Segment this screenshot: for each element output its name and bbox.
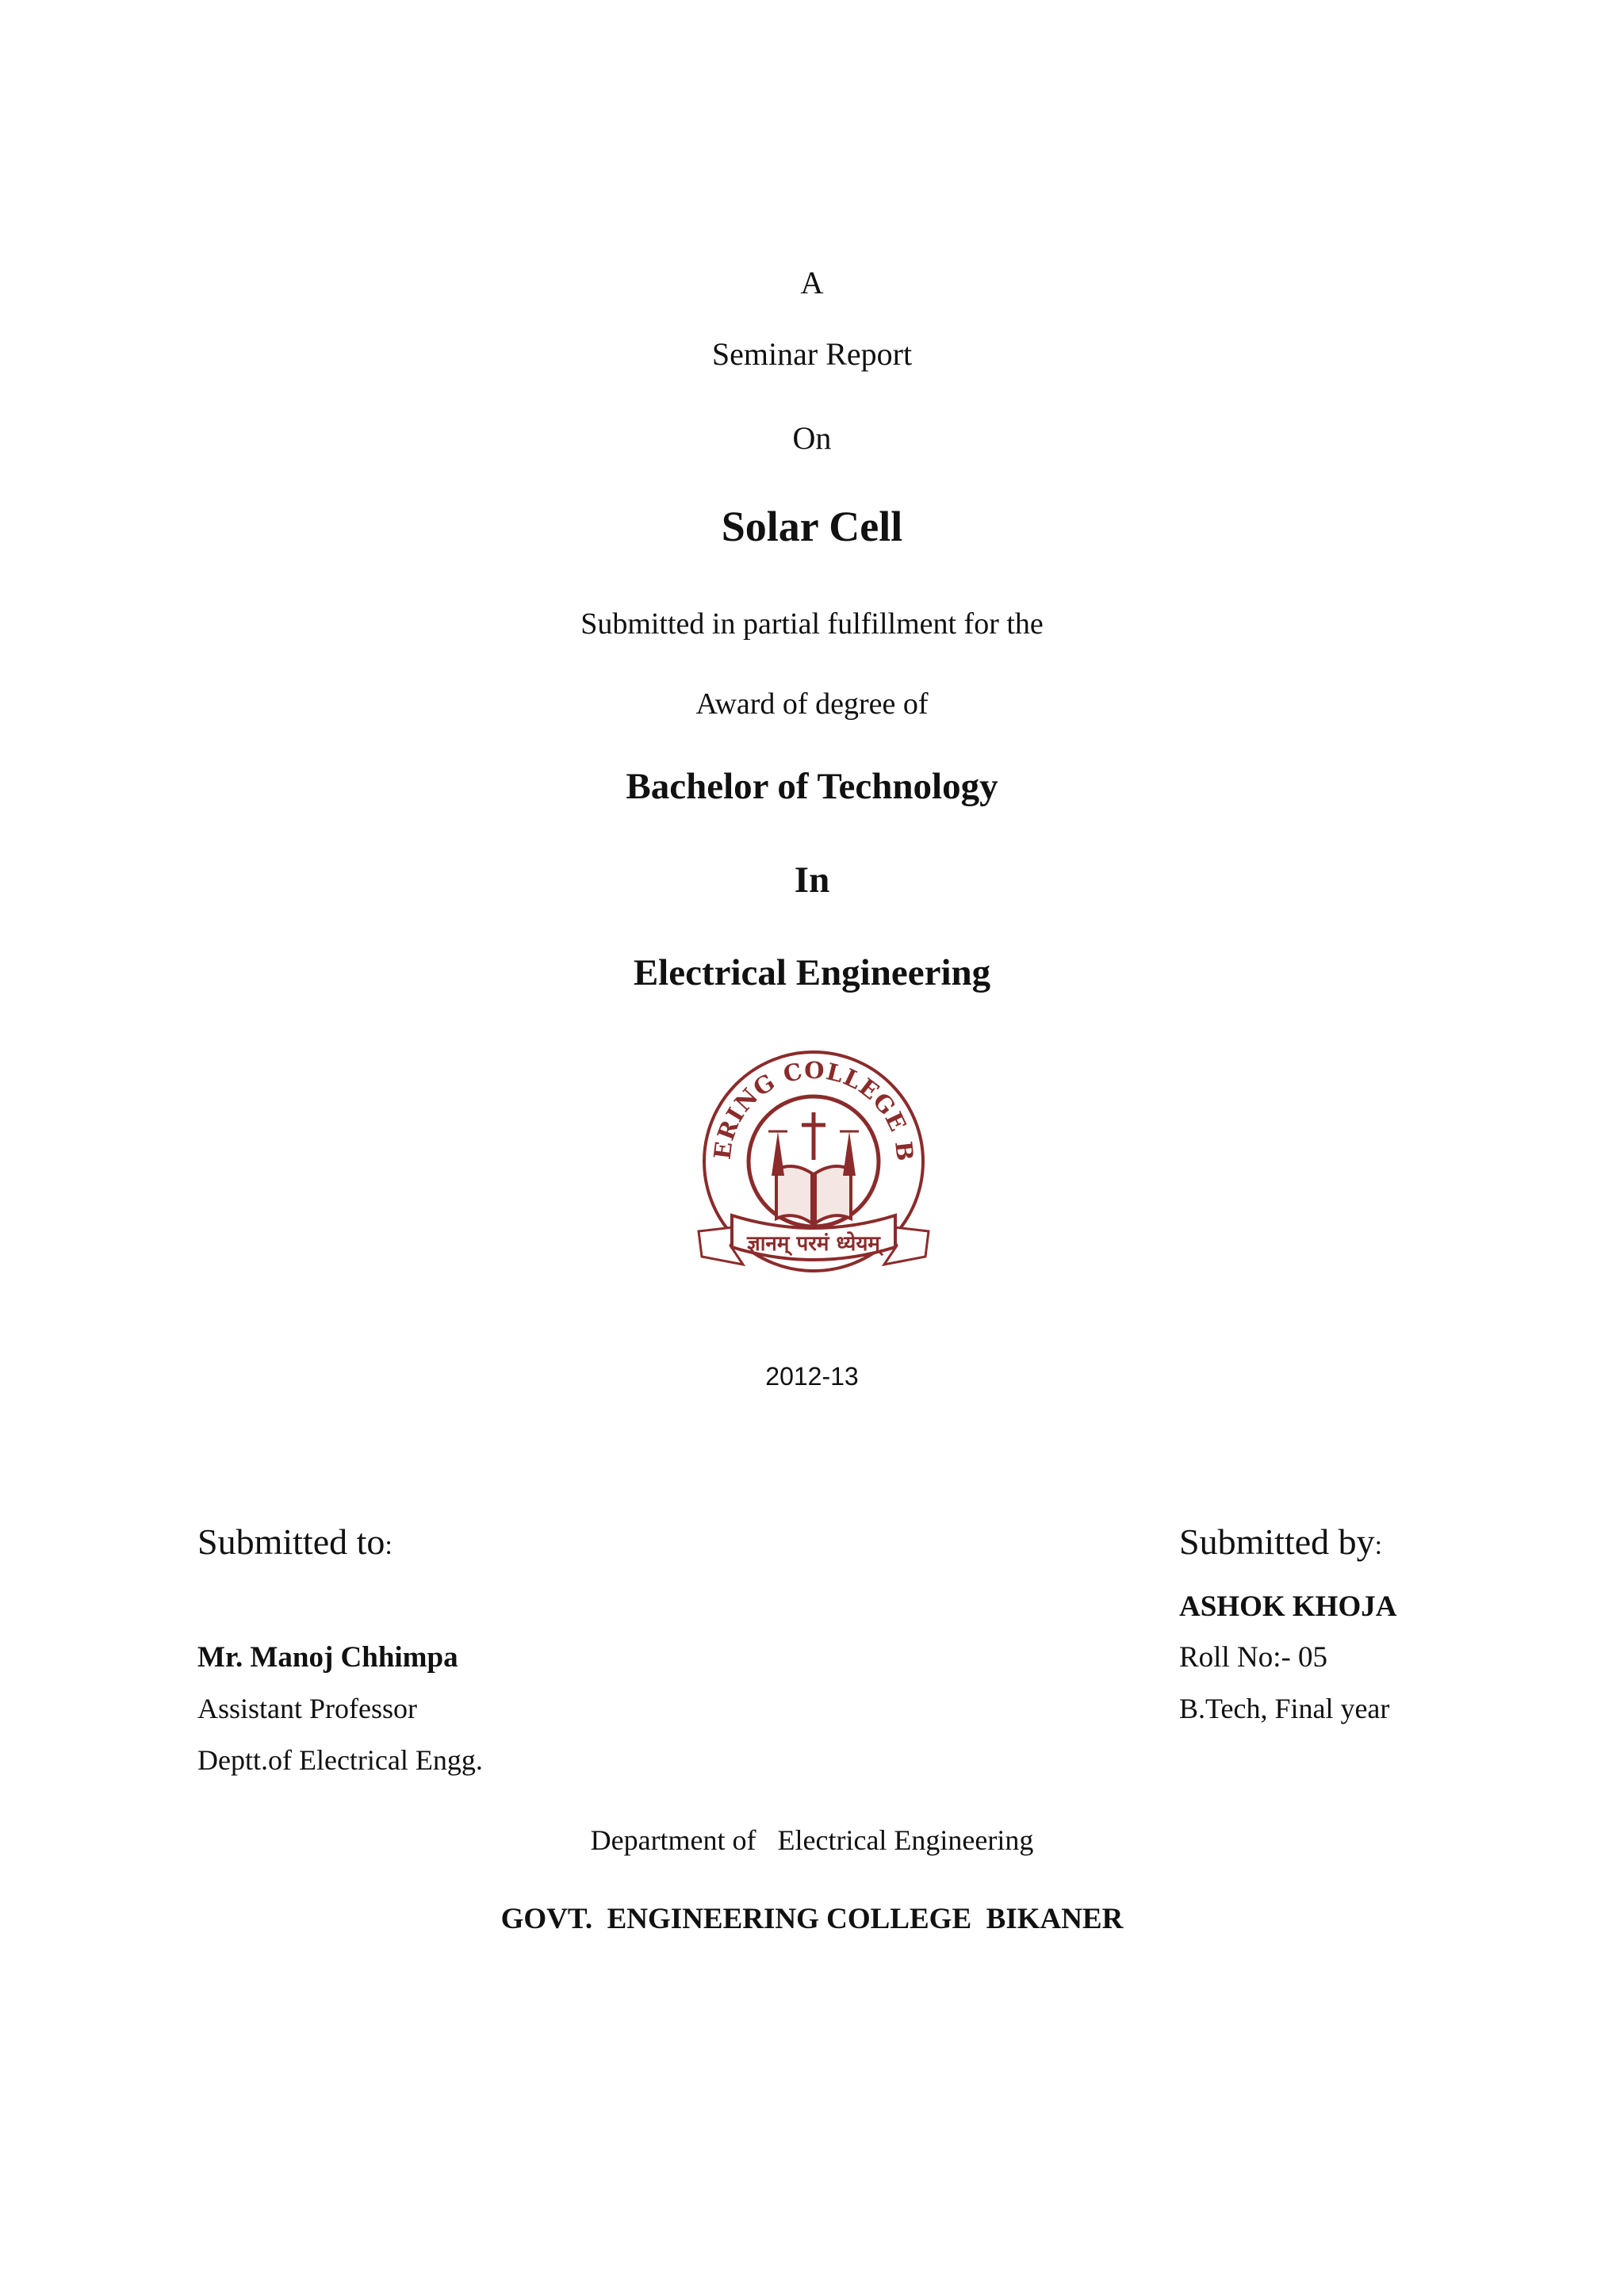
college-logo	[683, 1043, 944, 1295]
cross-icon	[802, 1112, 825, 1160]
submitted-by-heading	[1179, 1521, 1382, 1563]
submitted-to-label: Submitted to	[197, 1521, 385, 1562]
award-line: Award of degree of	[695, 687, 929, 721]
branch-name: Electrical Engineering	[633, 952, 991, 993]
degree-name: Bachelor of Technology	[626, 766, 998, 807]
academic-session: 2012-13	[765, 1362, 859, 1391]
submitted-by-colon: :	[1374, 1531, 1383, 1560]
cover-article: A	[800, 265, 824, 300]
guide-department: Deptt.of Electrical Engg.	[197, 1744, 483, 1776]
degree-in: In	[794, 859, 830, 901]
fulfillment-line: Submitted in partial fulfillment for the	[580, 607, 1044, 641]
student-roll: Roll No:- 05	[1179, 1641, 1328, 1674]
department-line: Department of Electrical Engineering	[590, 1824, 1034, 1856]
college-name: GOVT. ENGINEERING COLLEGE BIKANER	[500, 1903, 1124, 1935]
guide-name: Mr. Manoj Chhimpa	[197, 1641, 458, 1674]
guide-designation: Assistant Professor	[197, 1693, 417, 1724]
college-motto: ज्ञानम् परमं ध्येयम्	[747, 1232, 880, 1256]
submitted-to-colon: :	[385, 1531, 393, 1560]
report-type: Seminar Report	[711, 336, 913, 372]
cover-on: On	[792, 420, 832, 456]
report-title: Solar Cell	[721, 503, 903, 550]
student-course: B.Tech, Final year	[1179, 1693, 1390, 1724]
submitted-by-label: Submitted by	[1179, 1521, 1375, 1562]
seal-arc-text: ERING COLLEGE B	[708, 1056, 919, 1163]
submitted-to-heading	[197, 1521, 393, 1563]
svg-text:ENGINEERING COLLEGE BIKANER	[683, 1043, 919, 1163]
open-book-icon	[776, 1166, 851, 1225]
student-name: ASHOK KHOJA	[1179, 1590, 1397, 1623]
